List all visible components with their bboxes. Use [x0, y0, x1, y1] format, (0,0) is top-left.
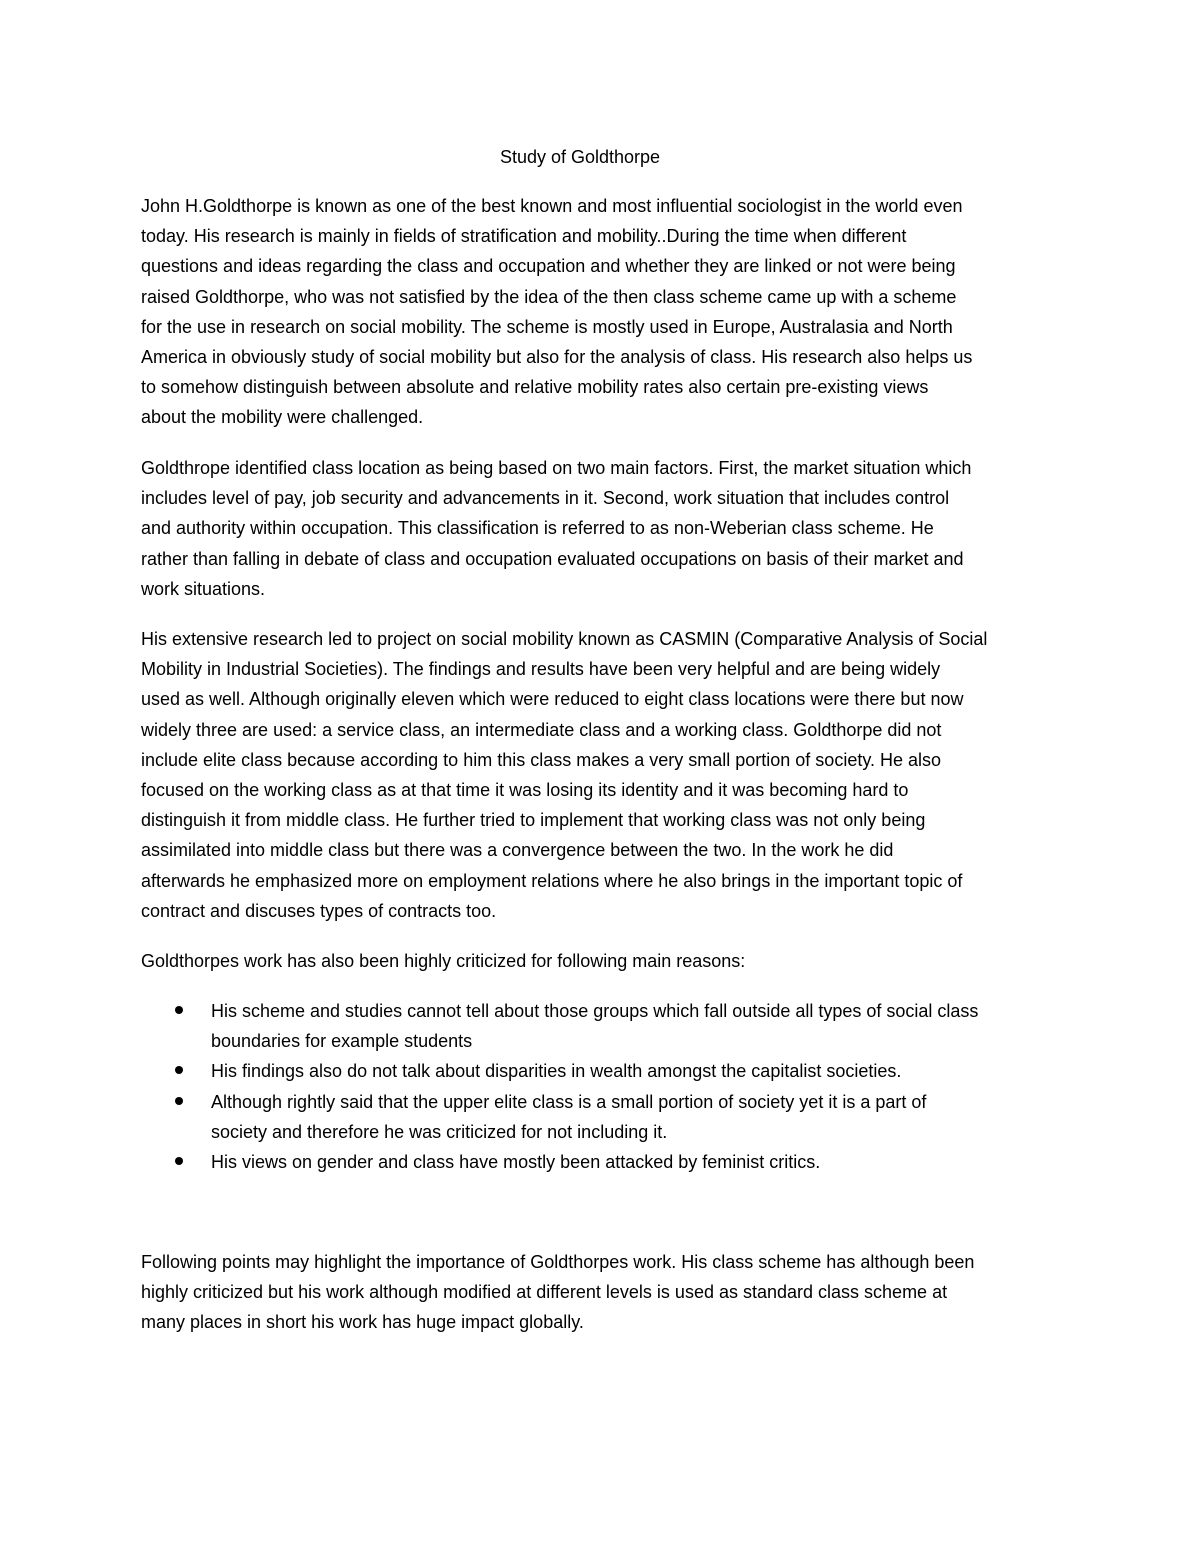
bullet-dot-icon — [175, 1097, 183, 1105]
text-line: Although rightly said that the upper elite class is a small portion of society yet it is a part of — [211, 1091, 927, 1112]
text-line: and authority within occupation. This classification is referred to as non-Weberian class scheme. He — [141, 518, 934, 539]
text-line: many places in short his work has huge impact globally. — [141, 1312, 584, 1333]
text-line: His extensive research led to project on social mobility known as CASMIN (Comparative Analysis of Social — [141, 629, 988, 649]
text-line: Goldthorpes work has also been highly criticized for following main reasons: — [141, 951, 746, 971]
text-line: focused on the working class as at that time it was losing its identity and it was becoming hard to — [141, 780, 909, 801]
text-line: include elite class because according to him this class makes a very small portion of society. He also — [141, 749, 942, 770]
text-line: His scheme and studies cannot tell about those groups which fall outside all types of social class — [211, 1001, 979, 1021]
paragraph-class-location — [141, 453, 1061, 604]
bullet-dot-icon — [175, 1066, 183, 1074]
bullet-item — [141, 996, 1061, 1056]
document-title: Study of Goldthorpe — [499, 147, 661, 167]
text-line: work situations. — [141, 578, 266, 599]
text-line: America in obviously study of social mobility but also for the analysis of class. His research also helps us — [141, 347, 973, 368]
bullet-item — [141, 1147, 1061, 1177]
paragraph-criticism-intro — [141, 946, 1061, 976]
text-line: afterwards he emphasized more on employment relations where he also brings in the important topic of — [141, 870, 963, 891]
text-line: Mobility in Industrial Societies). The findings and results have been very helpful and are being widely — [141, 659, 941, 680]
bullet-dot-icon — [175, 1157, 183, 1165]
paragraph-introduction — [141, 191, 1061, 433]
paragraph-conclusion — [141, 1247, 1061, 1338]
text-line: boundaries for example students — [211, 1031, 473, 1052]
text-line: distinguish it from middle class. He further tried to implement that working class was not only being — [141, 810, 926, 831]
text-line: about the mobility were challenged. — [141, 407, 424, 428]
text-line: widely three are used: a service class, an intermediate class and a working class. Goldthorpe did not — [141, 719, 942, 740]
text-line: questions and ideas regarding the class and occupation and whether they are linked or not were being — [141, 256, 956, 277]
text-line: society and therefore he was criticized for not including it. — [211, 1121, 668, 1142]
criticism-bullet-list — [141, 996, 1061, 1177]
text-line: His findings also do not talk about disparities in wealth amongst the capitalist societies. — [211, 1061, 902, 1082]
text-line: assimilated into middle class but there was a convergence between the two. In the work he did — [141, 840, 894, 861]
text-line: John H.Goldthorpe is known as one of the best known and most influential sociologist in the world even — [141, 196, 963, 216]
text-line: His views on gender and class have mostly been attacked by feminist critics. — [211, 1152, 821, 1173]
bullet-item — [141, 1056, 1061, 1086]
text-line: for the use in research on social mobility. The scheme is mostly used in Europe, Australasia and North — [141, 316, 953, 337]
text-line: rather than falling in debate of class and occupation evaluated occupations on basis of their market and — [141, 548, 964, 569]
text-line: includes level of pay, job security and advancements in it. Second, work situation that includes control — [141, 488, 950, 509]
text-line: Goldthrope identified class location as being based on two main factors. First, the market situation which — [141, 458, 972, 478]
text-line: used as well. Although originally eleven which were reduced to eight class locations were there but now — [141, 689, 964, 710]
text-line: today. His research is mainly in fields of stratification and mobility..During the time when different — [141, 226, 907, 247]
bullet-item — [141, 1087, 1061, 1147]
text-line: Following points may highlight the importance of Goldthorpes work. His class scheme has although been — [141, 1252, 975, 1272]
text-line: contract and discuses types of contracts too. — [141, 900, 497, 921]
bullet-dot-icon — [175, 1006, 183, 1014]
text-line: to somehow distinguish between absolute and relative mobility rates also certain pre-existing views — [141, 377, 929, 398]
text-line: highly criticized but his work although modified at different levels is used as standard class scheme at — [141, 1282, 948, 1303]
text-line: raised Goldthorpe, who was not satisfied by the idea of the then class scheme came up with a scheme — [141, 286, 957, 307]
paragraph-casmin — [141, 624, 1061, 926]
